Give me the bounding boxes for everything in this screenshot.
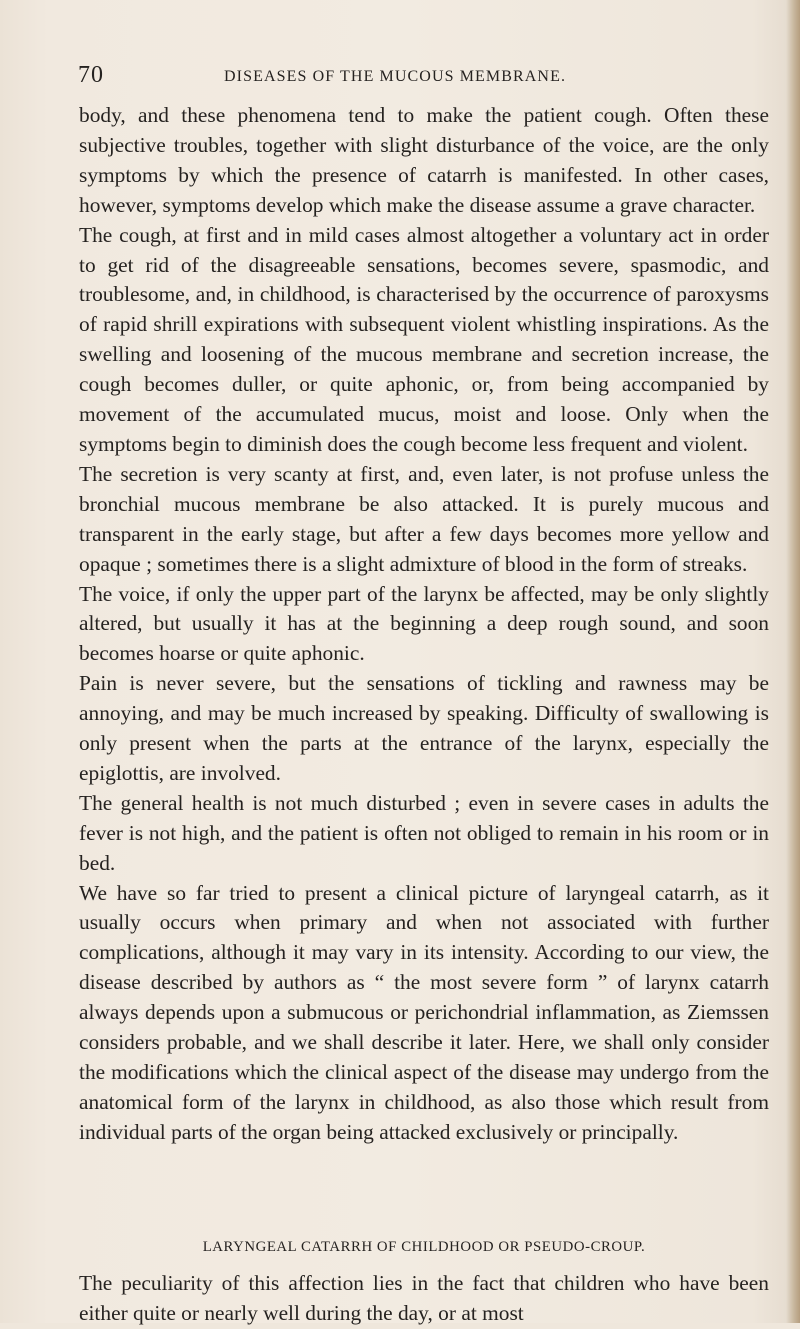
body-text [79, 101, 769, 1148]
paragraph-secretion: The secretion is very scanty at first, and, even later, is not profuse unless the bronchial mucous membrane be also attacked. It is purely mucous and transparent in the early stage, but after a few days becomes more yellow and opaque ; sometimes there is a slight admixture of blood in the form of streaks. [79, 461, 769, 576]
paragraph-clinical-picture: We have so far tried to present a clinical picture of laryngeal catarrh, as it usually occurs when primary and when not associated with further complications, although it may vary in its intensity. According to our view, the disease described by authors as “ the most severe form ” of larynx catarrh always depends upon a submucous or perichondrial inflammation, as Ziemssen considers probable, and we shall describe it later. Here, we shall only consider the modifications which the clinical aspect of the disease may undergo from the anatomical form of the larynx in childhood, as also those which result from individual parts of the organ being attacked exclusively or principally. [79, 880, 769, 1144]
page-number: 70 [78, 62, 104, 88]
paragraph-cough: The cough, at first and in mild cases almost altogether a voluntary act in order to get rid of the disagreeable sensations, becomes severe, spasmodic, and troublesome, and, in childhood, is characterised by the occurrence of paroxysms of rapid shrill expirations with subsequent violent whistling inspirations. As the swelling and loosening of the mucous membrane and secretion increase, the cough becomes duller, or quite aphonic, or, from being accompanied by movement of the accumulated mucus, moist and loose. Only when the symptoms begin to diminish does the cough become less frequent and violent. [79, 222, 769, 456]
paragraph-voice: The voice, if only the upper part of the larynx be affected, may be only slightly altered, but usually it has at the beginning a deep rough sound, and soon becomes hoarse or quite aphonic. [79, 581, 769, 666]
section-heading: LARYNGEAL CATARRH OF CHILDHOOD OR PSEUDO-CROUP. [202, 1239, 646, 1255]
paragraph-symptoms-intro: body, and these phenomena tend to make the patient cough. Often these subjective troubles, together with slight disturbance of the voice, are the only symptoms by which the presence of catarrh is manifested. In other cases, however, symptoms develop which make the disease assume a grave character. [79, 103, 769, 217]
running-title: DISEASES OF THE MUCOUS MEMBRANE. [224, 68, 567, 85]
paragraph-pain: Pain is never severe, but the sensations of tickling and rawness may be annoying, and may be much increased by speaking. Difficulty of swallowing is only present when the parts at the entrance of the larynx, especially the epiglottis, are involved. [79, 671, 769, 785]
closing-paragraph: The peculiarity of this affection lies in the fact that children who have been either quite or nearly well during the day, or at most [79, 1271, 769, 1325]
page-edge-shadow [786, 0, 800, 1323]
paragraph-general-health: The general health is not much disturbed ; even in severe cases in adults the fever is not high, and the patient is often not obliged to remain in his room or in bed. [79, 790, 769, 875]
running-head [78, 61, 768, 89]
